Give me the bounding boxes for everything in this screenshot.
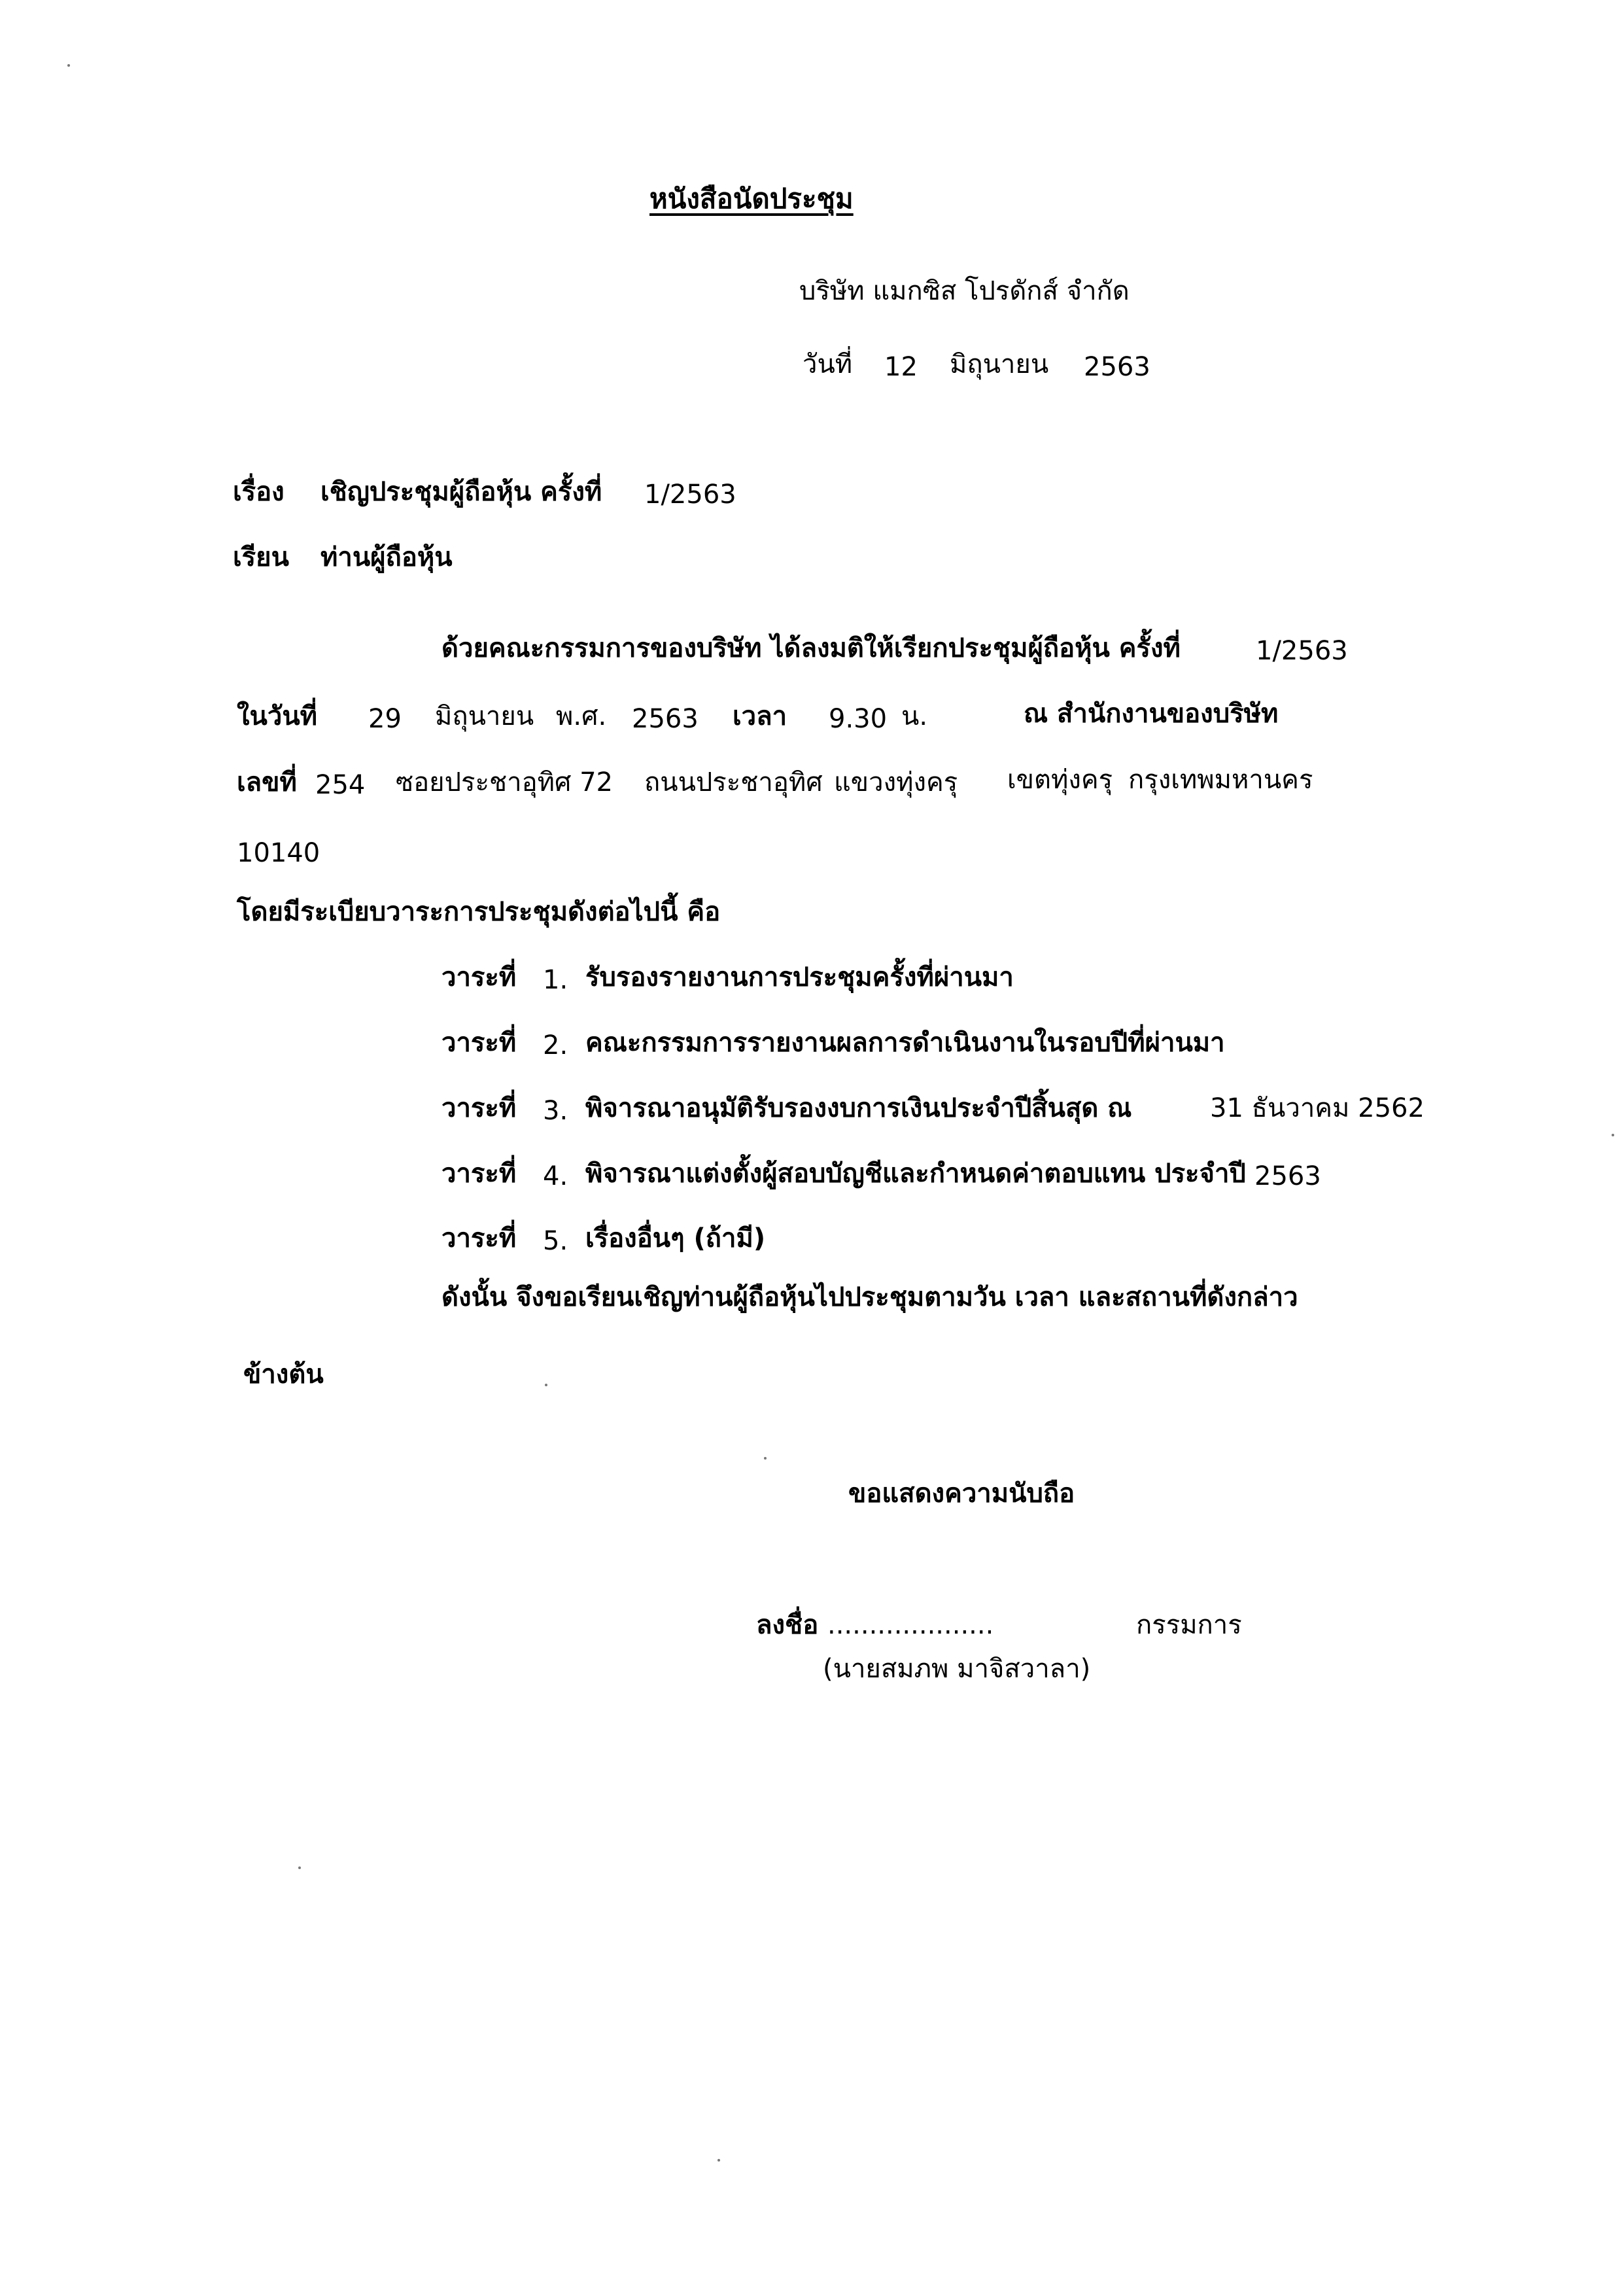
scan-speck [545, 1384, 547, 1386]
scan-speck [298, 1866, 301, 1869]
scan-speck [67, 64, 70, 67]
agenda-text: พิจารณาอนุมัติรับรองงบการเงินประจำปีสิ้นสุด ณ [585, 1093, 1132, 1123]
scan-speck [764, 1457, 767, 1460]
address-number: 254 [315, 770, 366, 800]
salutation-label: เรียน [233, 542, 289, 572]
meeting-year: 2563 [632, 704, 699, 734]
agenda-number: 2. [543, 1030, 568, 1060]
date-year: 2563 [1084, 352, 1150, 382]
subject-label: เรื่อง [233, 477, 285, 507]
address-road: ถนนประชาอุทิศ [644, 767, 823, 797]
body-line1-number: 1/2563 [1256, 636, 1348, 666]
agenda-text: รับรองรายงานการประชุมครั้งที่ผ่านมา [585, 962, 1014, 992]
agenda-number: 1. [543, 965, 568, 995]
meeting-date-label: ในวันที่ [237, 701, 318, 731]
agenda-intro: โดยมีระเบียบวาระการประชุมดังต่อไปนี้ คือ [237, 897, 721, 927]
postcode: 10140 [237, 838, 320, 868]
meeting-time-label: เวลา [733, 701, 787, 731]
agenda-text: พิจารณาแต่งตั้งผู้สอบบัญชีและกำหนดค่าตอบแทน ประจำปี [585, 1159, 1246, 1189]
address-province: กรุงเทพมหานคร [1128, 765, 1313, 795]
agenda-label: วาระที่ [441, 962, 517, 992]
subject-number: 1/2563 [644, 480, 736, 510]
date-day: 12 [884, 352, 918, 382]
signature-position: กรรมการ [1136, 1610, 1242, 1640]
address-soi: ซอยประชาอุทิศ 72 [396, 767, 613, 797]
salutation-text: ท่านผู้ถือหุ้น [320, 542, 453, 572]
signature-label: ลงชื่อ [756, 1610, 819, 1640]
subject-text: เชิญประชุมผู้ถือหุ้น ครั้งที่ [320, 477, 602, 507]
date-month: มิถุนายน [950, 349, 1049, 379]
address-label: เลขที่ [237, 767, 297, 797]
scan-speck [1612, 1134, 1614, 1136]
agenda-number: 3. [543, 1096, 568, 1126]
agenda-text: คณะกรรมการรายงานผลการดำเนินงานในรอบปีที่ผ่านมา [585, 1028, 1225, 1058]
address-district: เขตทุ่งครุ [1007, 765, 1113, 795]
company-name: บริษัท แมกซิส โปรดักส์ จำกัด [799, 276, 1130, 306]
agenda-label: วาระที่ [441, 1159, 517, 1189]
date-label: วันที่ [803, 349, 853, 379]
meeting-time: 9.30 [829, 704, 888, 734]
meeting-time-unit: น. [901, 701, 928, 731]
closing-line-2: ข้างต้น [243, 1359, 324, 1390]
meeting-era: พ.ศ. [556, 701, 607, 731]
meeting-venue: ณ สำนักงานของบริษัท [1024, 699, 1279, 729]
closing-line-1: ดังนั้น จึงขอเรียนเชิญท่านผู้ถือหุ้นไปประชุมตามวัน เวลา และสถานที่ดังกล่าว [441, 1282, 1298, 1312]
signer-name: (นายสมภพ มาจิสวาลา) [823, 1654, 1091, 1684]
agenda-date: 31 ธันวาคม 2562 [1210, 1093, 1425, 1123]
signature-dots: .................... [827, 1610, 994, 1640]
address-subdistrict: แขวงทุ่งครุ [834, 767, 958, 797]
agenda-year: 2563 [1254, 1161, 1321, 1191]
scan-speck [717, 2159, 720, 2162]
document-title: หนังสือนัดประชุม [649, 183, 854, 215]
agenda-text: เรื่องอื่นๆ (ถ้ามี) [585, 1223, 766, 1253]
agenda-label: วาระที่ [441, 1223, 517, 1253]
agenda-number: 5. [543, 1226, 568, 1256]
body-line1-text: ด้วยคณะกรรมการของบริษัท ได้ลงมติให้เรียกประชุมผู้ถือหุ้น ครั้งที่ [441, 633, 1181, 663]
agenda-label: วาระที่ [441, 1093, 517, 1123]
meeting-day: 29 [368, 704, 402, 734]
agenda-label: วาระที่ [441, 1028, 517, 1058]
regards: ขอแสดงความนับถือ [848, 1479, 1075, 1509]
meeting-month: มิถุนายน [435, 701, 534, 731]
agenda-number: 4. [543, 1161, 568, 1191]
